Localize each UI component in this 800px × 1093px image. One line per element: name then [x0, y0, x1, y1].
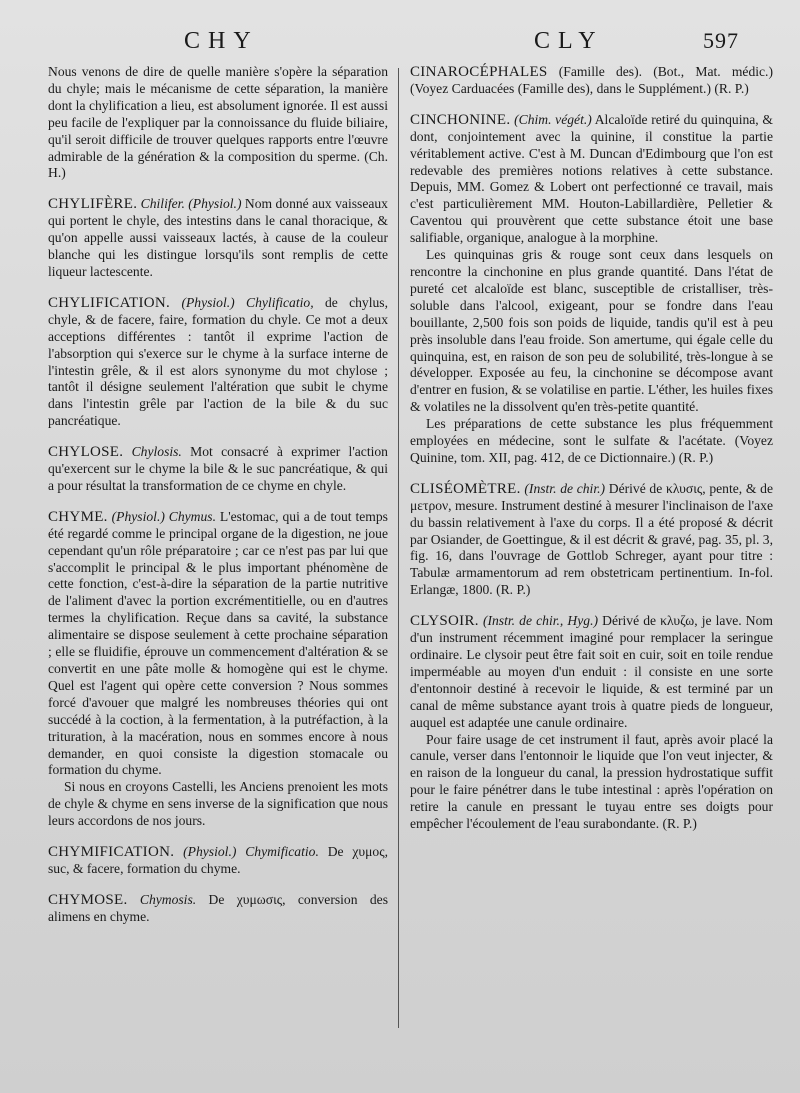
- domain-tag: (Physiol.): [183, 844, 237, 860]
- page-number: 597: [703, 28, 739, 53]
- latin-term: Chymus.: [168, 508, 216, 524]
- entry-body: L'estomac, qui a de tout temps été regardé comme le principal organe de la digestion, ne joue cependant qu'un rôle préparatoire ; car ce n'est pas par lui que s'accomplit le principal & le plus important phénomène de cette fonction, c'est-à-dire la séparation de la partie nutritive de l'aliment d'avec la portion excrémentitielle, ou en d'autres termes la chylification. Reçue dans sa cavité, la substance alimentaire se dispose seulement à cette prochaine séparation ; elle se fluidifie, éprouve un commencement d'altération & se convertit en une pâte molle & homogène qui est le chyme. Quel est l'agent qui opère cette conversion ? Nous sommes forcé d'avouer que malgré les nombreuses théories qui ont succédé à la coction, à la fermentation, à la putréfaction, à la trituration, à la macération, nous en sommes encore à nous demander, en quoi consiste la digestion stomacale ou formation du chyme.: [48, 508, 388, 778]
- entry-chyme-paragraph-2: Si nous en croyons Castelli, les Anciens prenoient les mots de chyle & chyme en sens inverse de la signification que nous leurs accordons de nos jours.: [48, 779, 388, 829]
- entry-body: (Famille des). (Bot., Mat. médic.) (Voyez Carduacées (Famille des), dans le Supplément.) (R. P.): [410, 64, 773, 96]
- entry-body: Alcaloïde retiré du quinquina, & dont, conjointement avec la quinine, il constitue la partie véritablement active. C'est à M. Duncan d'Edimbourg que l'on est redevable des premières notions relatives à cette substance. Depuis, MM. Gomez & Lobert ont perfectionné ce travail, mais c'est particulièrement MM. Houton-Labillardière, Pelletier & Caventou qui prouvèrent que cette substance étoit une base salifiable, organique, analogue à la morphine.: [410, 111, 773, 246]
- entry-chylifere-text: [48, 196, 388, 281]
- entry-chylose-text: [48, 444, 388, 495]
- entry-title: CHYMIFICATION.: [48, 844, 175, 861]
- entry-cliseometre-text: [410, 481, 773, 599]
- latin-term: Chilifer.: [140, 196, 185, 212]
- domain-tag: (Chim. végét.): [514, 111, 592, 127]
- entry-body: Mot consacré à exprimer l'action qu'exercent sur le chyme la bile & le suc pancréatique, & qui a pour résultat la transformation de ce chyme en chyle.: [48, 444, 388, 493]
- entry-intro: [48, 64, 388, 182]
- entry-body: De χυμος, suc, & facere, formation du chyme.: [48, 844, 389, 876]
- entry-cinarocephales-text: [410, 64, 773, 98]
- column-divider: [398, 68, 399, 1028]
- domain-tag: (Physiol.): [181, 294, 235, 310]
- entry-clysoir-text: [410, 613, 773, 731]
- domain-tag: (Physiol.): [188, 196, 242, 212]
- entry-cinchonine-paragraph-2: Les quinquinas gris & rouge sont ceux dans lesquels on rencontre la cinchonine en plus grande quantité. Dans l'état de pureté cet alcaloïde est blanc, susceptible de cristalliser, très-soluble dans l'alcool, exigeant, pour se fondre dans l'eau bouillante, 2,500 fois son poids de liquide, tandis qu'il est à peu près insoluble dans l'eau froide. Son amertume, qui égale celle du quinquina, est, en raison de son peu de solubilité, très-longue à se développer. Exposée au feu, la cinchonine se décompose avant d'entrer en fusion, & se volatilise en partie. L'éther, les huiles fixes & volatiles ne la dissolvent qu'en très-petite quantité.: [410, 247, 773, 415]
- latin-term: Chylosis.: [131, 444, 182, 460]
- left-column: [48, 64, 388, 940]
- entry-chylifere: [48, 196, 388, 281]
- entry-chylification-text: [48, 295, 388, 430]
- entry-body: Dérivé de κλυσις, pente, & de μετρον, mesure. Instrument destiné à mesurer l'inclinaison de l'axe du bassin relativement à l'axe du corps. Il a été proposé & décrit par Osiander, de Goettingue, & il est décrit & gravé, pag. 35, pl. 3, fig. 16, dans l'ouvrage de Gottlob Schreger, ayant pour titre : Tabulæ armamentorum ad rem obstetricam pertinentium. In-fol. Erlangæ, 1800. (R. P.): [410, 480, 773, 598]
- entry-title: CHYLIFICATION.: [48, 294, 171, 311]
- entry-chymose: [48, 892, 388, 926]
- entry-title: CINAROCÉPHALES: [410, 64, 548, 80]
- latin-term: Chymificatio.: [245, 844, 319, 860]
- domain-tag: (Physiol.): [111, 508, 165, 524]
- running-header: [0, 28, 800, 62]
- intro-text: Nous venons de dire de quelle manière s'opère la séparation du chyle; mais le mécanisme de cette séparation, la manière dont la chylification a lieu, est absolument ignorée. Il est aussi peu facile de l'expliquer par la connoissance du fluide biliaire, qu'il seroit difficile de trouver quelques rapports entre l'œuvre admirable de la génération & la composition du sperme. (Ch. H.): [48, 64, 388, 181]
- entry-clysoir-paragraph-2: Pour faire usage de cet instrument il faut, après avoir placé la canule, verser dans l'entonnoir le liquide que l'on veut injecter, & en raison de la longueur du canal, la pression hydrostatique suffit pour le faire pénétrer dans le tube intestinal : après l'opération on retire la canule en pressant le tuyau entre ses doigts pour empêcher l'écoulement de l'eau surabondante. (R. P.): [410, 731, 773, 832]
- entry-body: de chylus, chyle, & de facere, faire, formation du chyle. Ce mot a deux acceptions différentes : tantôt il exprime l'action de l'absorption qui s'exerce sur le chyme à la surface interne de l'intestin grêle, & il est alors synonyme du mot chylose ; tantôt il désigne seulement l'altération que subit le chyme dans l'intestin grêle par l'action de la bile & du suc pancréatique.: [48, 294, 388, 429]
- entry-chyme-text: [48, 509, 388, 780]
- header-right-word: CLY: [534, 28, 604, 54]
- entry-title: CHYLOSE.: [48, 444, 124, 461]
- entry-title: CLISÉOMÈTRE.: [410, 480, 521, 497]
- entry-cinchonine-text: [410, 112, 773, 247]
- entry-body: De χυμωσις, conversion des alimens en chyme.: [48, 891, 389, 924]
- entry-chyme: [48, 509, 388, 830]
- entry-cinarocephales: [410, 64, 773, 98]
- entry-title: CHYMOSE.: [48, 891, 128, 908]
- entry-title: CINCHONINE.: [410, 111, 511, 128]
- domain-tag: (Instr. de chir., Hyg.): [482, 613, 598, 629]
- entry-chylification: [48, 295, 388, 430]
- entry-cinchonine-paragraph-3: Les préparations de cette substance les plus fréquemment employées en médecine, sont le sulfate & l'acétate. (Voyez Quinine, tom. XII, pag. 412, de ce Dictionnaire.) (R. P.): [410, 416, 773, 465]
- latin-term: Chymosis.: [139, 891, 197, 907]
- domain-tag: (Instr. de chir.): [524, 480, 606, 496]
- entry-title: CLYSOIR.: [410, 613, 479, 630]
- entry-chylose: [48, 444, 388, 495]
- entry-cliseometre: [410, 481, 773, 599]
- entry-chymose-text: [48, 892, 388, 926]
- entry-body: Nom donné aux vaisseaux qui portent le chyle, des intestins dans le canal thoracique, & qu'on appelle aussi vaisseaux lactés, à cause de la couleur blanche qui les distingue lorsqu'ils sont remplis de cette liqueur lactescente.: [48, 196, 388, 279]
- entry-clysoir: [410, 613, 773, 833]
- entry-body: Dérivé de κλυζω, je lave. Nom d'un instrument récemment imaginé pour remplacer la seringue ordinaire. Le clysoir peut être fait soit en cuir, soit en toile rendue imperméable au moyen d'un enduit : il consiste en une sorte d'entonnoir destiné à recevoir le liquide, & est terminé par un canal de même substance ayant trois à quatre pieds de longueur, auquel est adaptée une canule ordinaire.: [410, 613, 773, 730]
- header-left-word: CHY: [184, 28, 259, 54]
- entry-chymification-text: [48, 844, 388, 878]
- entry-cinchonine: [410, 112, 773, 467]
- entry-title: CHYME.: [48, 508, 108, 525]
- entry-chymification: [48, 844, 388, 878]
- right-column: [410, 64, 773, 847]
- latin-term: Chylificatio,: [246, 294, 314, 310]
- entry-title: CHYLIFÈRE.: [48, 196, 138, 213]
